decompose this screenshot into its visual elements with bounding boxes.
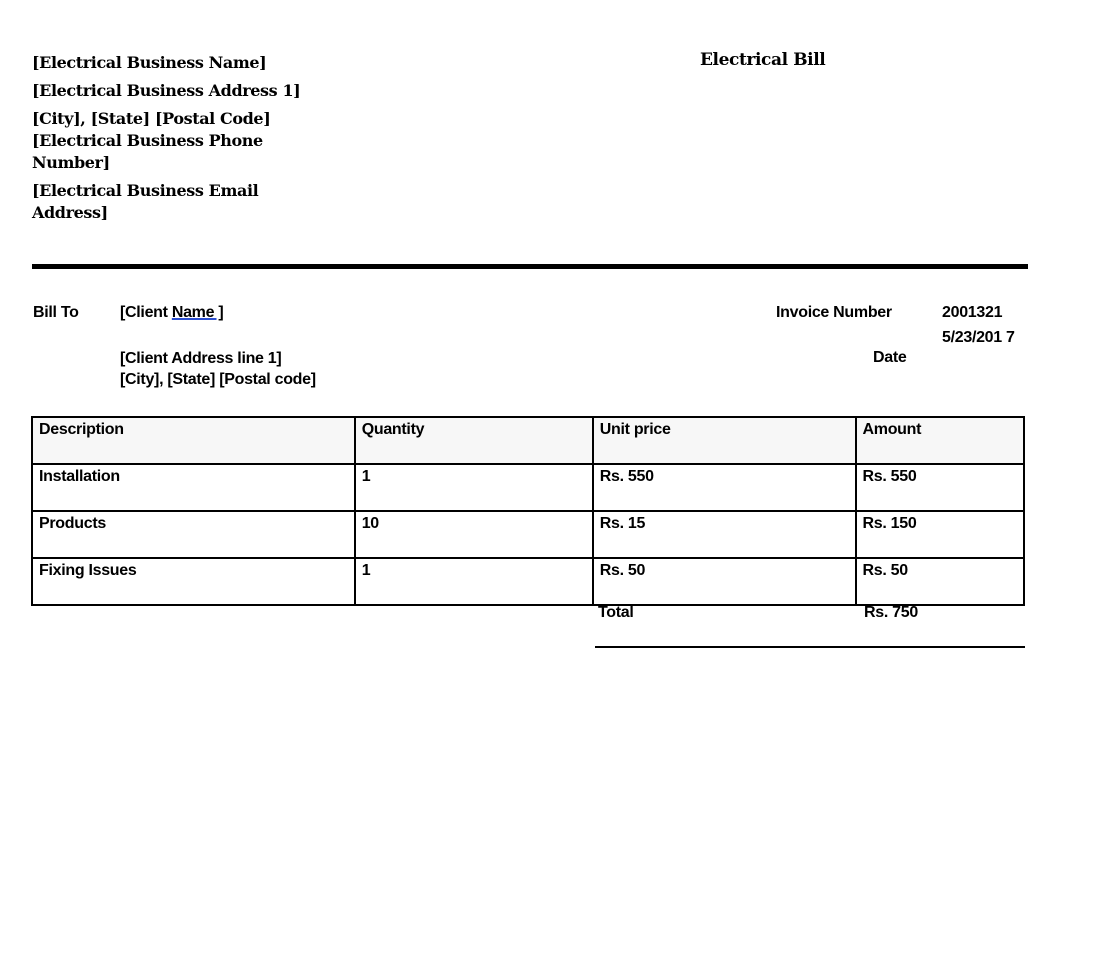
business-address: [Electrical Business Address 1] [32, 81, 301, 100]
business-city-line: [City], [State] [Postal Code] [32, 109, 271, 128]
client-name [120, 304, 223, 322]
invoice-date-label: Date [873, 349, 907, 366]
cell-quantity: 1 [355, 558, 593, 605]
cell-unit-price: Rs. 550 [593, 464, 856, 511]
cell-description: Fixing Issues [32, 558, 355, 605]
total-label: Total [598, 604, 634, 621]
header-amount: Amount [856, 417, 1024, 464]
cell-amount: Rs. 50 [856, 558, 1024, 605]
cell-quantity: 10 [355, 511, 593, 558]
invoice-date-value: 5/23/201 7 [942, 329, 1015, 346]
business-phone: [Electrical Business Phone Number] [32, 131, 263, 172]
business-info [32, 52, 302, 224]
client-city-line: [City], [State] [Postal code] [120, 371, 316, 388]
cell-quantity: 1 [355, 464, 593, 511]
cell-unit-price: Rs. 50 [593, 558, 856, 605]
table-row [32, 464, 1024, 511]
cell-amount: Rs. 150 [856, 511, 1024, 558]
table-row [32, 558, 1024, 605]
business-name: [Electrical Business Name] [32, 53, 267, 72]
client-address [120, 348, 316, 390]
line-items-table [31, 416, 1025, 606]
cell-unit-price: Rs. 15 [593, 511, 856, 558]
cell-description: Installation [32, 464, 355, 511]
cell-amount: Rs. 550 [856, 464, 1024, 511]
client-name-prefix: [Client [120, 304, 172, 321]
client-address-line1: [Client Address line 1] [120, 350, 282, 367]
client-name-word: Name ] [171, 304, 224, 321]
table-row [32, 511, 1024, 558]
total-underline [595, 646, 1025, 648]
business-email: [Electrical Business Email Address] [32, 181, 259, 222]
cell-description: Products [32, 511, 355, 558]
header-unit-price: Unit price [593, 417, 856, 464]
invoice-number-value: 2001321 [942, 304, 1003, 321]
header-divider [32, 264, 1028, 269]
header-description: Description [32, 417, 355, 464]
page-title: Electrical Bill [700, 50, 826, 70]
invoice-number-label: Invoice Number [776, 304, 892, 321]
header-quantity: Quantity [355, 417, 593, 464]
total-value: Rs. 750 [864, 604, 918, 621]
bill-to-label: Bill To [33, 304, 79, 321]
table-header-row [32, 417, 1024, 464]
